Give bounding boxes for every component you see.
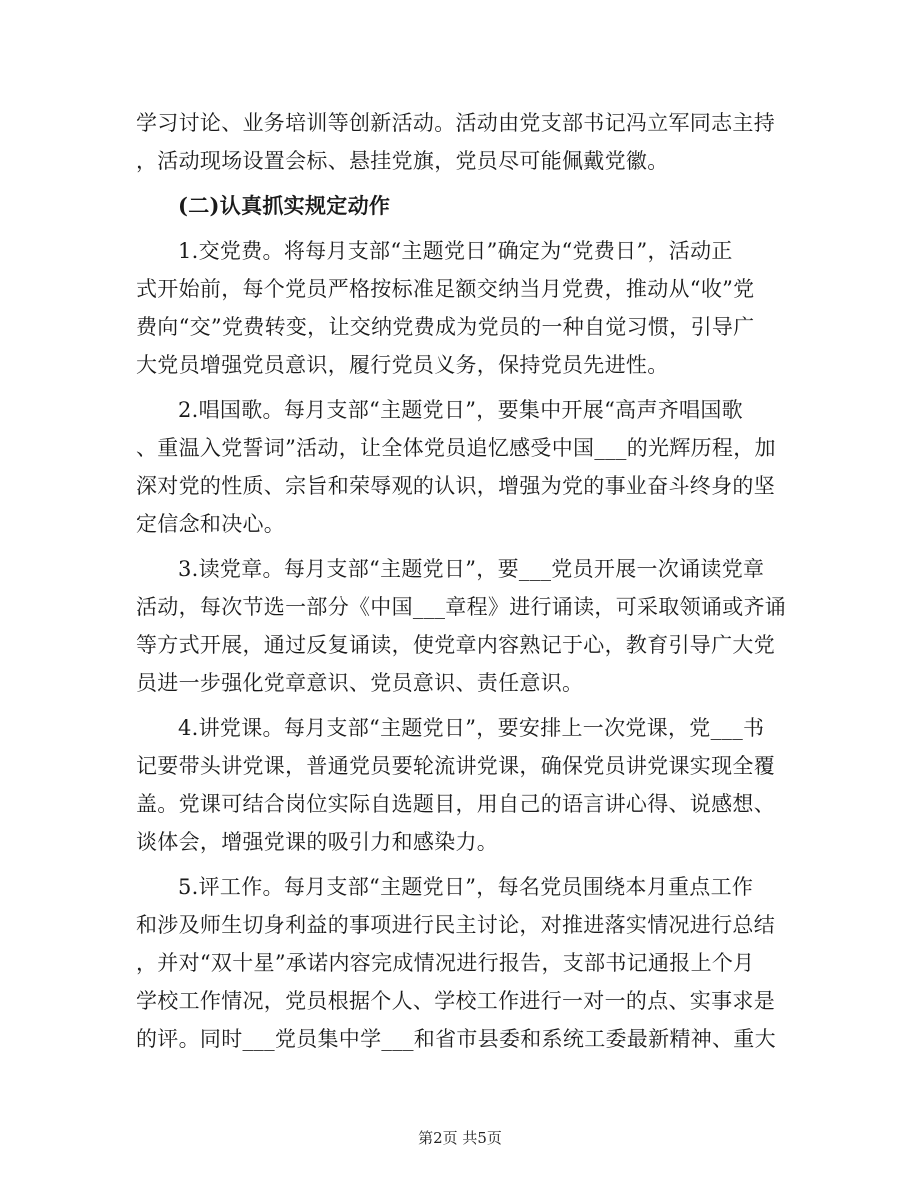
text-line: ，并对“双十星”承诺内容完成情况进行报告，支部书记通报上个月	[136, 951, 755, 975]
text-line: 和涉及师生切身利益的事项进行民主讨论，对推进落实情况进行总结	[136, 913, 775, 937]
text-line: 学习讨论、业务培训等创新活动。活动由党支部书记冯立军同志主持	[136, 111, 775, 135]
text-line: 式开始前，每个党员严格按标准足额交纳当月党费，推动从“收”党	[136, 277, 755, 301]
document-body	[136, 104, 786, 1065]
page-number-footer: 第2页 共5页	[418, 1129, 502, 1147]
text-line: 等方式开展，通过反复诵读，使党章内容熟记于心，教育引导广大党	[136, 633, 775, 657]
text-line: 大党员增强党员意识，履行党员义务，保持党员先进性。	[136, 353, 669, 377]
text-line: 定信念和决心。	[136, 512, 286, 536]
text-line: 记要带头讲党课，普通党员要轮流讲党课，确保党员讲党课实现全覆	[136, 754, 775, 778]
text-line: 费向“交”党费转变，让交纳党费成为党员的一种自觉习惯，引导广	[136, 315, 755, 339]
text-line: (二)认真抓实规定动作	[178, 193, 391, 218]
text-line: 学校工作情况，党员根据个人、学校工作进行一对一的点、实事求是	[136, 989, 775, 1013]
text-line: ，活动现场设置会标、悬挂党旗，党员尽可能佩戴党徽。	[136, 149, 669, 173]
text-line: 盖。党课可结合岗位实际自选题目，用自己的语言讲心得、说感想、	[136, 792, 775, 816]
text-line: 3.读党章。每月支部“主题党日”，要___党员开展一次诵读党章	[178, 557, 765, 581]
text-line: 的评。同时___党员集中学___和省市县委和系统工委最新精神、重大	[136, 1027, 776, 1051]
text-line: 员进一步强化党章意识、党员意识、责任意识。	[136, 671, 584, 695]
text-line: 、重温入党誓词”活动，让全体党员追忆感受中国___的光辉历程，加	[136, 436, 776, 460]
paragraph	[136, 391, 786, 543]
text-line: 2.唱国歌。每月支部“主题党日”，要集中开展“高声齐唱国歌	[178, 398, 743, 422]
paragraph	[136, 550, 786, 702]
section-heading	[136, 187, 786, 225]
paragraph	[136, 104, 786, 180]
text-line: 深对党的性质、宗旨和荣辱观的认识，增强为党的事业奋斗终身的坚	[136, 474, 775, 498]
paragraph	[136, 868, 786, 1058]
paragraph	[136, 709, 786, 861]
text-line: 5.评工作。每月支部“主题党日”，每名党员围绕本月重点工作	[178, 875, 754, 899]
text-line: 4.讲党课。每月支部“主题党日”，要安排上一次党课，党___书	[178, 716, 765, 740]
paragraph	[136, 232, 786, 384]
text-line: 1.交党费。将每月支部“主题党日”确定为“党费日”，活动正	[178, 239, 733, 263]
text-line: 谈体会，增强党课的吸引力和感染力。	[136, 830, 499, 854]
text-line: 活动，每次节选一部分《中国___章程》进行诵读，可采取领诵或齐诵	[136, 595, 786, 619]
